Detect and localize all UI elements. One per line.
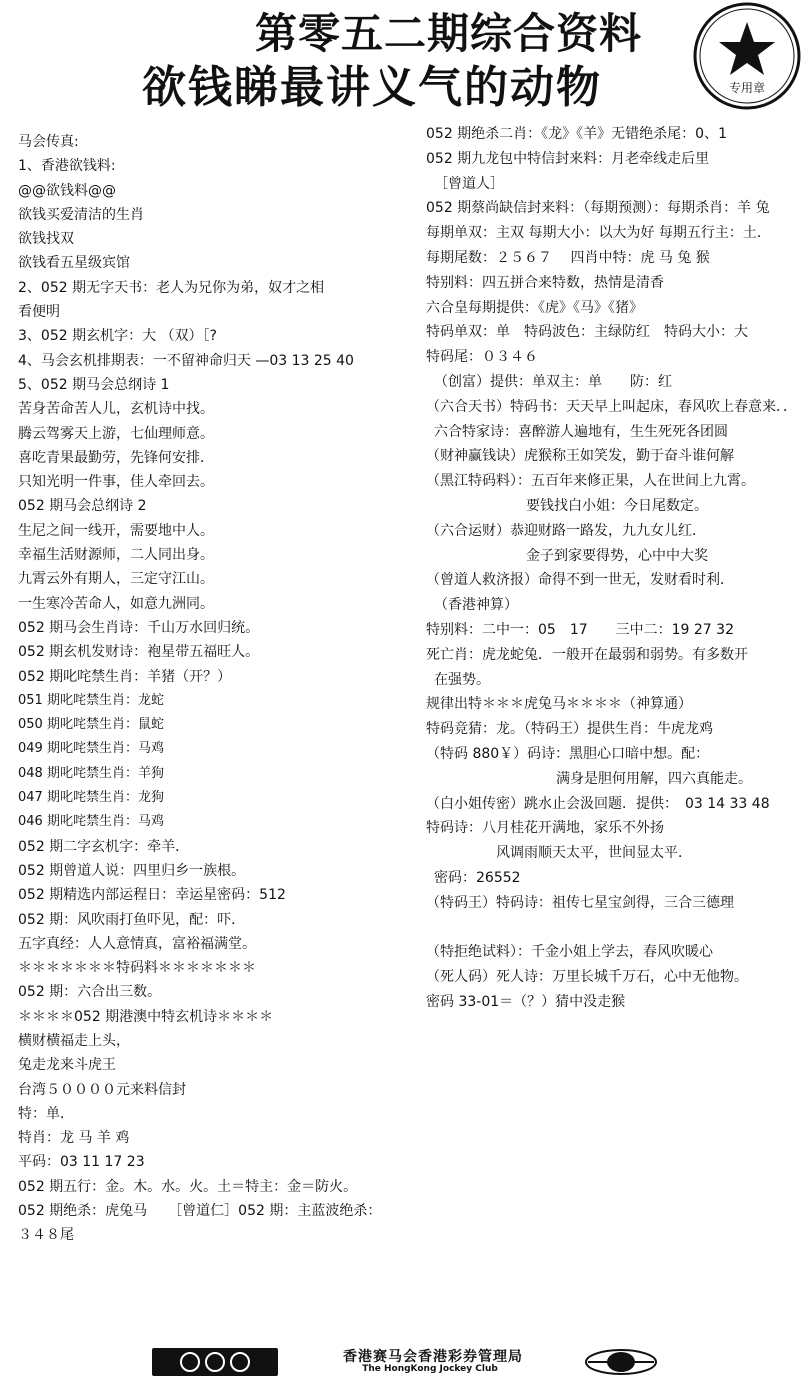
left-column-line: 3、052 期玄机字：大 （双）［? [18,328,217,345]
left-column-line: 2、052 期无字天书：老人为兄你为弟，奴才之相 [18,279,325,296]
left-column-line: 欲钱找双 [18,231,74,248]
left-column-line: 苦身苦命苦人儿，玄机诗中找。 [18,401,214,418]
left-column-line: 052 期：风吹雨打鱼吓见，配：吓． [18,911,246,928]
left-column-line: 052 期玄机发财诗：袍星带五福旺人。 [18,644,260,661]
right-column-line: （黑江特码料）：五百年来修正果，人在世间上九霄。 [426,473,755,490]
official-seal [688,0,806,112]
left-column-line: 一生寒冷苦命人，如意九洲同。 [18,595,214,612]
left-column-line: 兔走龙来斗虎王 [18,1057,116,1074]
left-column-line: 050 期叱咤禁生肖：鼠蛇 [18,717,164,733]
left-column-line: 052 期：六合出三数。 [18,984,162,1001]
right-column-line: 密码 33-01＝（？）猜中没走猴 [426,993,626,1010]
left-column-line: 欲钱买爱清洁的生肖 [18,206,144,223]
right-column-line: （六合运财）恭迎财路一路发，九九女儿红． [426,522,706,539]
right-column-line: 规律出特＊＊＊虎兔马＊＊＊＊（神算通） [426,696,692,713]
right-column-line: （白小姐传密）跳水止会汲回题．提供： 03 14 33 48 [426,795,770,812]
left-column-line: 046 期叱咤禁生肖：马鸡 [18,814,164,830]
right-column-line: 特码尾：０３４６ [426,349,538,366]
right-column-line: 风调雨顺天太平，世间显太平． [496,845,692,862]
left-column-line: 平码：03 11 17 23 [18,1154,145,1171]
right-column-line: （特拒绝试料）：千金小姐上学去，春风吹暖心 [426,944,713,961]
right-column-line: （曾道人救济报）命得不到一世无，发财看时利． [426,572,734,589]
left-column-line: 马会传真: [18,134,79,150]
left-column-line: 九霄云外有期人，三定守江山。 [18,571,214,588]
left-column-line: 051 期叱咤禁生肖：龙蛇 [18,692,164,708]
left-column-line: 1、香港欲钱料: [18,158,116,175]
left-column-line: ＊＊＊＊052 期港澳中特玄机诗＊＊＊＊ [18,1008,274,1025]
page-subtitle: 欲钱睇最讲义气的动物 [142,62,602,113]
right-column-line: 特别料：二中一：05 17 三中二：19 27 32 [426,621,734,638]
left-column-line: 052 期叱咤禁生肖：羊猪（开？） [18,668,232,685]
right-column-line: ［曾道人］ [434,175,504,192]
left-column-line: 052 期曾道人说：四里归乡一族根。 [18,862,246,879]
left-column-line: 特肖：龙 马 羊 鸡 [18,1130,130,1147]
left-column-line: 4、马会玄机排期表：一不留神命归天 —03 13 25 40 [18,352,354,369]
right-column-line: （财神赢钱诀）虎猴称王如笑发，勤于奋斗谁何解 [426,448,734,465]
left-column-line: 048 期叱咤禁生肖：羊狗 [18,765,164,781]
right-column-line: （特码 880￥）码诗：黑胆心口暗中想。配： [426,745,710,762]
lotteries-board-logo [584,1348,658,1376]
left-column-line: 049 期叱咤禁生肖：马鸡 [18,741,164,757]
footer [0,1340,807,1380]
page-title: 第零五二期综合资料 [255,9,643,58]
footer-org-en: The HongKong Jockey Club [362,1364,498,1374]
right-column-line: 052 期蔡尚缺信封来料：（每期预测）：每期杀肖：羊 兔 [426,200,770,217]
left-column-line: 只知光明一件事，佳人牵回去。 [18,474,214,491]
left-column-line: 052 期绝杀：虎兔马 ［曾道仁］052 期：主蓝波绝杀： [18,1203,382,1220]
right-column-line: （死人码）死人诗：万里长城千万石，心中无他物。 [426,969,748,986]
right-column-line: 死亡肖：虎龙蛇兔．一般开在最弱和弱势。有多数开 [426,646,748,663]
left-column-line: 五字真经：人人意情真，富裕福满堂。 [18,935,256,952]
left-column-line: 052 期二字玄机字：牵羊． [18,838,190,855]
left-column-line: 052 期马会生肖诗：千山万水回归统。 [18,619,260,636]
left-column-line: 047 期叱咤禁生肖：龙狗 [18,790,164,806]
left-column-line: 生尼之间一线开，需要地中人。 [18,522,214,539]
right-column-line: 特别料：四五拼合来特数，热情是清香 [426,274,664,291]
right-column-line: 每期尾数：２５６７ 四肖中特：虎 马 兔 猴 [426,249,710,266]
left-column [18,130,413,1248]
left-column-line: ＊＊＊＊＊＊＊特码料＊＊＊＊＊＊＊ [18,960,256,977]
right-column-line: （香港神算） [434,597,518,614]
right-column-line: 特码诗：八月桂花开满地，家乐不外扬 [426,820,664,837]
right-column-line: 在强势。 [434,671,490,688]
left-column-line: 台湾５００００元来料信封 [18,1081,186,1098]
left-column-line: 横财横福走上头， [18,1032,130,1049]
left-column-line: 幸福生活财源师，二人同出身。 [18,547,214,564]
left-column-line: 看便明 [18,304,60,321]
jockey-club-logo [152,1348,278,1376]
right-column-line: 满身是胆何用解，四六真能走。 [556,770,752,787]
right-column-line: 特码竞猜：龙。（特码王）提供生肖：牛虎龙鸡 [426,721,713,738]
right-column-line: 052 期绝杀二肖：《龙》《羊》无错绝杀尾：0、1 [426,126,727,142]
right-column-line: 密码：26552 [434,869,521,886]
right-column-line: 金子到家要得势，心中中大奖 [526,547,708,564]
left-column-line: 特：单． [18,1105,74,1122]
left-column-line: 052 期五行：金。木。水。火。土＝特主：金＝防火。 [18,1178,358,1195]
right-column-line: （创富）提供：单双主：单 防：红 [434,373,672,390]
left-column-line: 052 期马会总纲诗 2 [18,498,147,515]
left-column-line: 腾云驾雾天上游，七仙理师意。 [18,425,214,442]
left-column-line: 喜吃青果最勤劳，先锋何安排． [18,449,214,466]
left-column-line: 052 期精选内部运程日：幸运星密码：512 [18,887,286,904]
left-column-line: 5、052 期马会总纲诗 1 [18,376,170,393]
right-column-line: 要钱找白小姐：今日尾数定。 [526,497,708,514]
footer-org-cn: 香港赛马会香港彩券管理局 [343,1349,523,1365]
right-column-line: 052 期九龙包中特信封来料：月老牵线走后里 [426,150,710,167]
left-column-line: 欲钱看五星级宾馆 [18,255,130,272]
left-column-line: @@欲钱料@@ [18,182,116,199]
right-column-line: 特码单双：单 特码波色：主绿防红 特码大小：大 [426,324,748,341]
right-column-line: （特码王）特码诗：祖传七星宝剑得，三合三德理 [426,894,734,911]
svg-text:专用章: 专用章 [728,81,766,95]
left-column-line: ３４８尾 [18,1227,74,1244]
right-column-line: 每期单双：主双 每期大小：以大为好 每期五行主：土． [426,225,771,242]
right-column-line [426,916,802,941]
right-column-line: 六合皇每期提供：《虎》《马》《猪》 [426,299,643,316]
right-column [426,122,802,1015]
right-column-line: 六合特家诗：喜醉游人遍地有，生生死死各团圆 [434,423,728,440]
right-column-line: （六合天书）特码书：天天早上叫起床，春风吹上春意来．． [426,398,797,415]
